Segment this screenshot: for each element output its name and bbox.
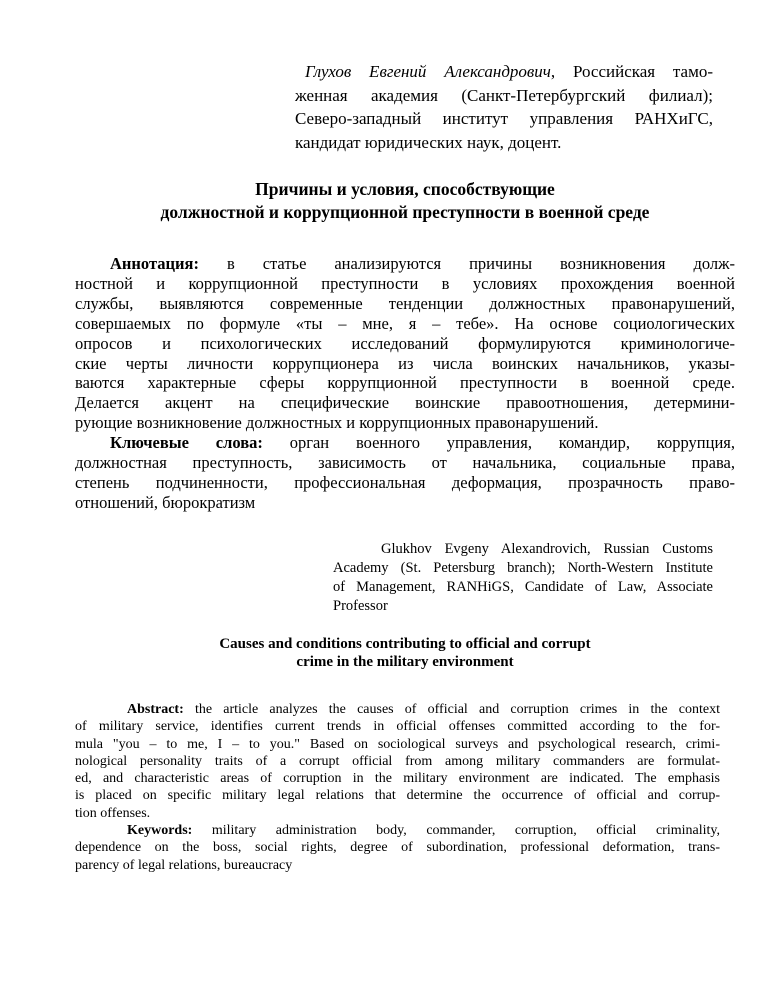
text-line (295, 107, 713, 131)
text-segment: dependence on the boss, social rights, degree of subordination, professional deformation, trans- (75, 840, 720, 856)
body-en (75, 701, 720, 874)
lead-label: Keywords: (127, 823, 193, 839)
author-block-ru (295, 60, 713, 154)
text-segment: ed, and characteristic areas of corruption in the military environment are indicated. The emphasis (75, 771, 720, 787)
text-line (75, 178, 735, 201)
text-line (75, 770, 720, 787)
text-line (75, 413, 735, 433)
text-segment: military administration body, commander, corruption, official criminality, (192, 823, 720, 839)
text-line (75, 334, 735, 354)
text-line (75, 274, 735, 294)
text-segment: ские черты личности коррупционера из числа воинских начальников, указы- (75, 353, 735, 373)
text-segment: mula "you – to me, I – to you." Based on sociological surveys and psychological research, crimi- (75, 736, 720, 752)
text-segment: степень подчиненности, профессиональная деформация, прозрачность право- (75, 472, 735, 492)
text-segment: опросов и психологических исследований формулируются криминологиче- (75, 333, 735, 353)
text-segment: в статье анализируются причины возникновения долж- (198, 254, 735, 273)
author-block-en (333, 540, 713, 616)
keywords-en (75, 822, 720, 874)
lead-label: Аннотация: (110, 254, 199, 273)
text-line (333, 559, 713, 578)
text-line (75, 822, 720, 839)
text-segment: Academy (St. Petersburg branch); North-Western Institute (333, 560, 713, 576)
text-segment: службы, выявляются современные тенденции должностных правонарушений, (75, 293, 735, 313)
text-line (75, 857, 720, 874)
text-line (75, 805, 720, 822)
lead-label: Ключевые слова: (110, 433, 263, 453)
text-line (75, 493, 735, 513)
text-segment: должностная преступность, зависимость от начальника, социальные права, (75, 453, 735, 473)
text-segment: Causes and conditions contributing to official and corrupt (219, 636, 591, 652)
text-segment: of Management, RANHiGS, Candidate of Law, Associate (333, 579, 713, 595)
text-segment: ваются характерные сферы коррупционной преступности в военной среде. (75, 373, 735, 393)
text-segment: Делается акцент на специфические воинские правоотношения, детермини- (75, 393, 735, 413)
text-line (75, 201, 735, 224)
body-ru (75, 254, 735, 513)
text-segment: должностной и коррупционной преступности в военной среде (160, 202, 650, 222)
text-line (75, 718, 720, 735)
text-line (75, 373, 735, 393)
text-segment: женная академия (Санкт-Петербургский филиал); (295, 85, 713, 105)
text-line (75, 314, 735, 334)
text-line (75, 654, 735, 672)
text-segment: отношений, бюрократизм (75, 492, 256, 512)
text-line (75, 254, 735, 274)
text-line (75, 636, 735, 654)
text-segment: the article analyzes the causes of official and corruption crimes in the context (183, 702, 720, 717)
text-line (75, 839, 720, 856)
author-name: Глухов Евгений Александрович (305, 62, 551, 81)
text-segment: of military service, identifies current trends in official offenses committed according to the for- (75, 719, 720, 735)
text-line (75, 787, 720, 804)
text-segment: Professor (333, 598, 388, 614)
text-segment: кандидат юридических наук, доцент. (295, 132, 562, 152)
text-line (295, 131, 713, 155)
text-segment: nological personality traits of a corrupt official from among military commanders are formulat- (75, 753, 720, 769)
text-line (75, 354, 735, 374)
text-line (333, 540, 713, 559)
article-title-ru (75, 178, 735, 224)
keywords-ru (75, 433, 735, 513)
text-segment: ностной и коррупционной преступности в условиях прохождения военной (75, 273, 735, 293)
text-segment: tion offenses. (75, 805, 151, 821)
abstract-ru (75, 254, 735, 433)
text-line (295, 84, 713, 108)
abstract-en (75, 701, 720, 822)
text-line (295, 60, 713, 84)
text-line (75, 453, 735, 473)
text-segment: совершаемых по формуле «ты – мне, я – тебе». На основе социологических (75, 313, 735, 333)
text-segment: Северо-западный институт управления РАНХиГС, (295, 109, 713, 128)
article-title-en (75, 636, 735, 671)
text-segment: crime in the military environment (296, 653, 514, 670)
text-segment: , Российская тамо- (550, 62, 713, 81)
text-segment: parency of legal relations, bureaucracy (75, 857, 293, 873)
text-segment: is placed on specific military legal relations that determine the occurrence of official and corrup- (75, 788, 720, 804)
text-line (75, 736, 720, 753)
text-line (333, 578, 713, 597)
lead-label: Abstract: (127, 702, 184, 717)
text-segment: рующие возникновение должностных и коррупционных правонарушений. (75, 413, 599, 433)
text-line (75, 473, 735, 493)
text-line (75, 294, 735, 314)
text-line (75, 433, 735, 453)
text-segment: орган военного управления, командир, коррупция, (262, 433, 735, 453)
text-line (333, 597, 713, 616)
text-segment: Причины и условия, способствующие (255, 179, 555, 199)
text-line (75, 701, 720, 718)
text-segment: Glukhov Evgeny Alexandrovich, Russian Customs (381, 541, 713, 557)
text-line (75, 393, 735, 413)
text-line (75, 753, 720, 770)
